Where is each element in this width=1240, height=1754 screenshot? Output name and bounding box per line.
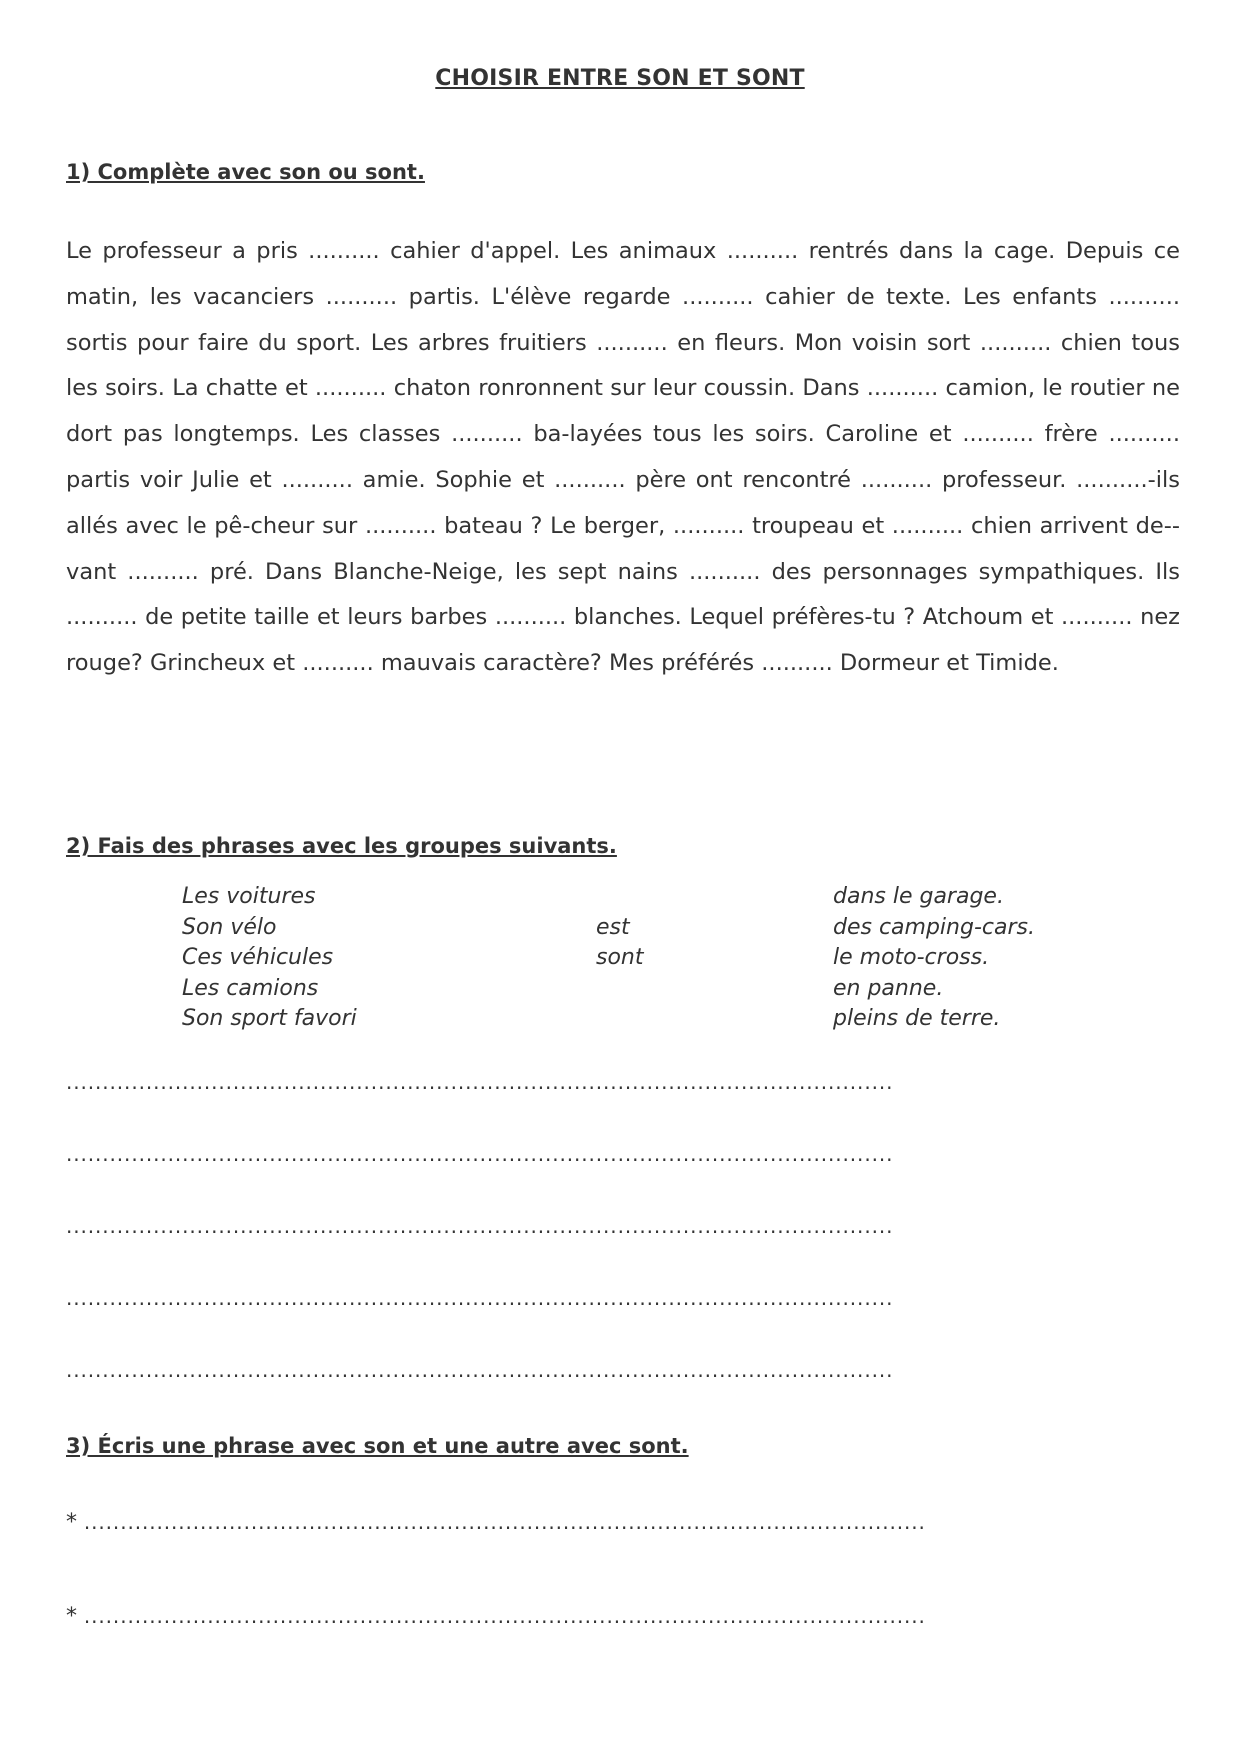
answer-line[interactable]: .................................................................................................................. [66,1070,894,1094]
complement-item: des camping-cars. [833,914,1035,940]
complements-column [833,882,1035,1035]
complement-item: le moto-cross. [833,945,990,970]
subject-item: Les camions [182,975,319,1001]
verb-item: sont [596,945,644,970]
subject-item: Son sport favori [182,1006,357,1031]
sentence-line-son[interactable] [66,1510,1141,1535]
exercise1-heading: 1) Complète avec son ou sont. [66,160,425,184]
complement-item: dans le garage. [833,884,1004,909]
verb-spacer [596,882,644,913]
complement-item: pleins de terre. [833,1006,1001,1031]
exercise3-heading: 3) Écris une phrase avec son et une autre avec sont. [66,1434,689,1458]
verb-item: est [596,914,630,940]
answer-line[interactable]: .................................................................................................................. [66,1358,894,1382]
worksheet-title: CHOISIR ENTRE SON ET SONT [435,66,805,91]
word-groups-table [182,882,1082,1032]
bullet-star: * [66,1604,78,1629]
exercise2-heading: 2) Fais des phrases avec les groupes suivants. [66,834,617,858]
answer-line[interactable]: .................................................................................................................. [66,1142,894,1166]
verbs-column [596,882,644,974]
sentence-line-sont[interactable] [66,1604,1141,1629]
exercise1-fill-in-text: Le professeur a pris .......... cahier d'appel. Les animaux .......... rentrés dans la cage. Depuis ce matin, les vacanciers .......... partis. L'élève regarde .......... cahier de texte. Les enfants .......... sortis pour faire du sport. Les arbres fruitiers .......... en fleurs. Mon voisin sort .......... chien tous les soirs. La chatte et .......... chaton ronronnent sur leur coussin. Dans .......... camion, le routier ne dort pas longtemps. Les classes .......... ba-layées tous les soirs. Caroline et .......... frère .......... partis voir Julie et .......... amie. Sophie et .......... père ont rencontré .......... professeur. ..........-ils allés avec le pê-cheur sur .......... bateau ? Le berger, .......... troupeau et .......... chien arrivent de-vant .......... pré. Dans Blanche-Neige, les sept nains .......... des personnages sympathiques. Ils .......... de petite taille et leurs barbes .......... blanches. Lequel préfères-tu ? Atchoum et .......... nez rouge? Grincheux et .......... mauvais caractère? Mes préférés .......... Dormeur et Timide. [66,238,1180,677]
bullet-star: * [66,1510,78,1535]
subject-item: Son vélo [182,914,277,940]
dotted-line: .................................................................................................................... [83,1604,926,1628]
subject-item: Les voitures [182,884,316,909]
answer-line[interactable]: .................................................................................................................. [66,1214,894,1238]
subjects-column [182,882,357,1035]
dotted-line: .................................................................................................................... [83,1510,926,1534]
answer-line[interactable]: .................................................................................................................. [66,1286,894,1310]
complement-item: en panne. [833,975,944,1001]
subject-item: Ces véhicules [182,945,334,970]
